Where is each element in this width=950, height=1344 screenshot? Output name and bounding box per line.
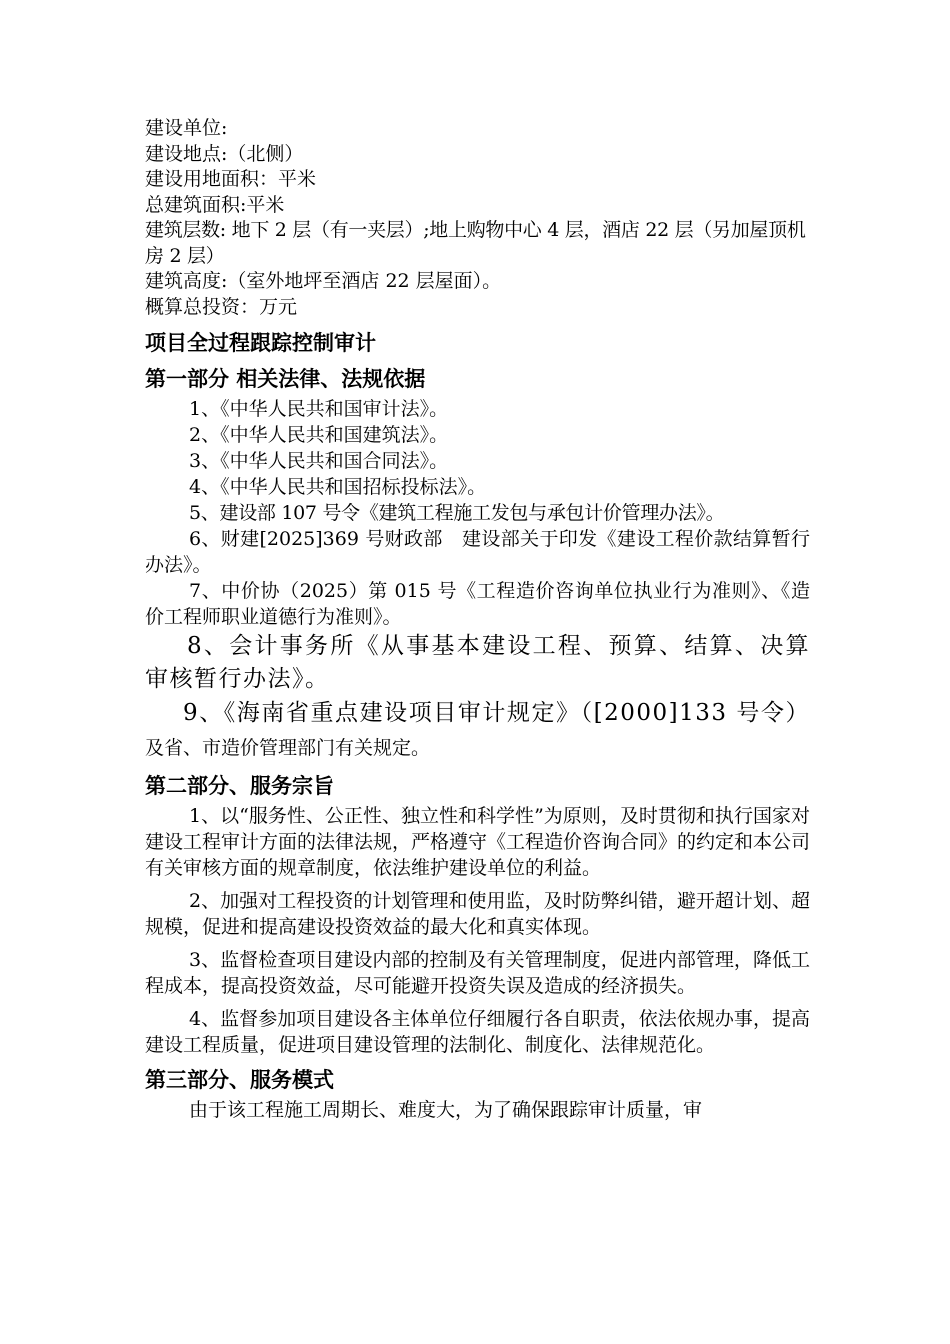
- service-principle-paragraph: 2、加强对工程投资的计划管理和使用监，及时防弊纠错，避开超计划、超规模，促进和提高建设投资效益的最大化和真实体现。: [145, 890, 810, 938]
- law-item: 1、《中华人民共和国审计法》。: [189, 398, 449, 420]
- law-item-9-tail: 及省、市造价管理部门有关规定。: [145, 737, 431, 759]
- part2-heading: 第二部分、服务宗旨: [145, 774, 334, 798]
- part3-heading: 第三部分、服务模式: [145, 1068, 334, 1092]
- total-floor-area: 总建筑面积:平米: [145, 193, 285, 216]
- service-principle-paragraph: 4、监督参加项目建设各主体单位仔细履行各自职责，依法依规办事，提高建设工程质量，促进项目建设管理的法制化、制度化、法律规范化。: [145, 1008, 810, 1056]
- law-item: 2、《中华人民共和国建筑法》。: [189, 424, 449, 446]
- document-title: 项目全过程跟踪控制审计: [145, 331, 376, 355]
- law-item: 7、中价协（2025）第 015 号《工程造价咨询单位执业行为准则》、《造价工程师职业道德行为准则》。: [145, 580, 810, 628]
- law-item-9: [145, 696, 810, 765]
- law-item: 6、财建[2025]369 号财政部 建设部关于印发《建设工程价款结算暂行办法》。: [145, 528, 810, 576]
- service-principle-paragraph: 1、以“服务性、公正性、独立性和科学性”为原则，及时贯彻和执行国家对建设工程审计方面的法律法规，严格遵守《工程造价咨询合同》的约定和本公司有关审核方面的规章制度，依法维护建设单位的利益。: [145, 805, 811, 879]
- law-item: 8、会计事务所《从事基本建设工程、预算、结算、决算审核暂行办法》。: [145, 633, 810, 692]
- construction-unit: 建设单位:: [145, 117, 228, 139]
- law-item: 3、《中华人民共和国合同法》。: [189, 450, 449, 472]
- document-content: [145, 116, 810, 1130]
- service-mode-paragraph: 由于该工程施工周期长、难度大，为了确保跟踪审计质量，审: [189, 1099, 703, 1121]
- total-investment: 概算总投资：万元: [145, 295, 298, 318]
- service-principle-paragraph: 3、监督检查项目建设内部的控制及有关管理制度，促进内部管理，降低工程成本，提高投资效益，尽可能避开投资失误及造成的经济损失。: [145, 949, 810, 997]
- law-item-9-main: 9、《海南省重点建设项目审计规定》（[2000]133 号令）: [183, 700, 810, 726]
- law-item: 4、《中华人民共和国招标投标法》。: [189, 476, 487, 498]
- land-area: 建设用地面积：平米: [145, 168, 317, 190]
- building-floors: 建筑层数: 地下 2 层（有一夹层）;地上购物中心 4 层，酒店 22 层（另加屋顶机房 2 层）: [145, 219, 806, 267]
- law-item: 5、建设部 107 号令《建筑工程施工发包与承包计价管理办法》。: [189, 502, 725, 524]
- part1-heading: 第一部分 相关法律、法规依据: [145, 367, 426, 391]
- building-height: 建筑高度:（室外地坪至酒店 22 层屋面）。: [145, 270, 502, 292]
- construction-site: 建设地点:（北侧）: [145, 142, 304, 165]
